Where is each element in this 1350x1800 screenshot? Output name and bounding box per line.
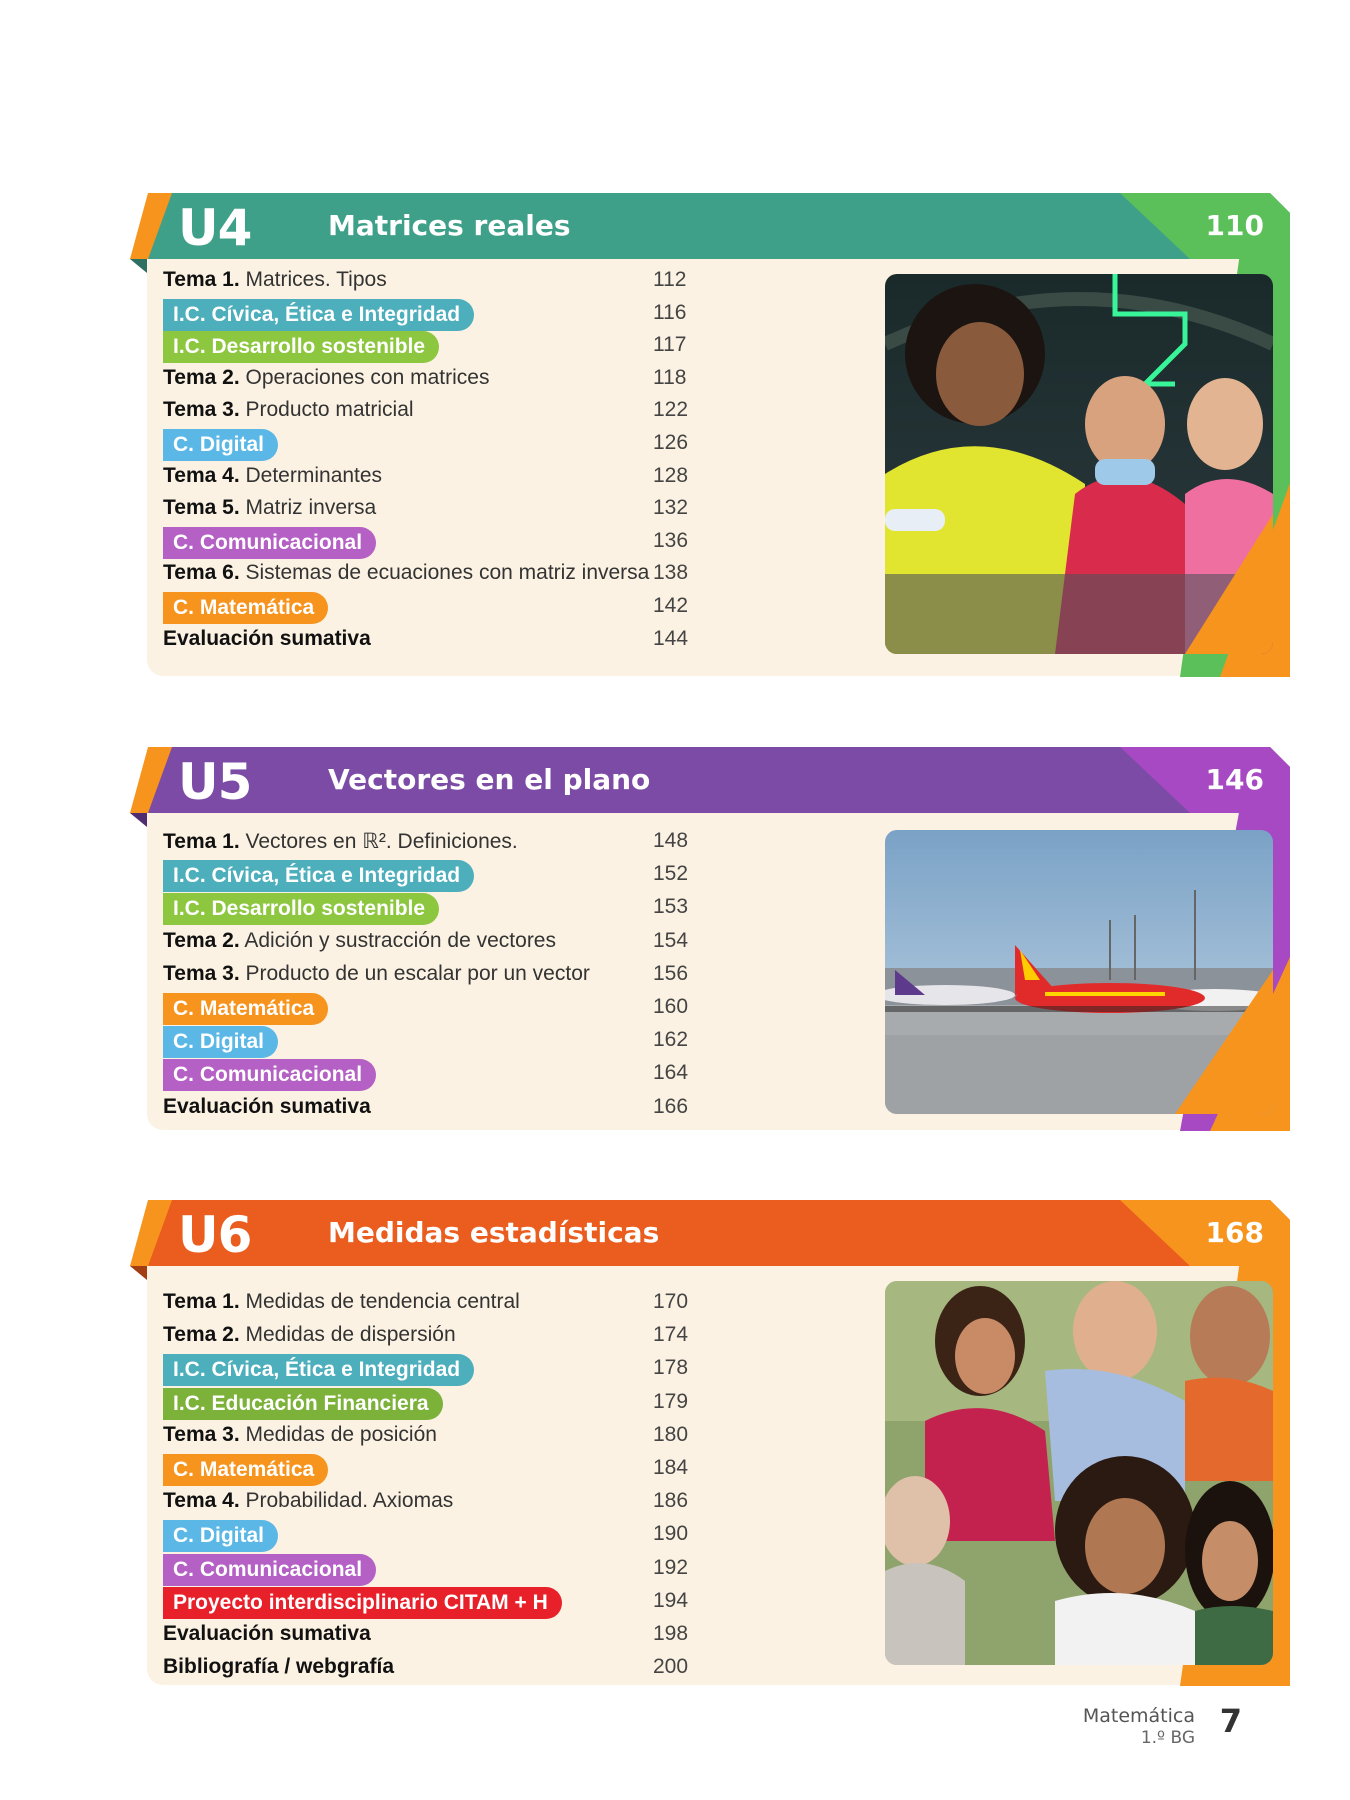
tema-title: Medidas de tendencia central xyxy=(245,1290,520,1313)
tema-title: Vectores en ℝ². Definiciones. xyxy=(245,830,518,853)
tema-entry[interactable] xyxy=(163,929,556,953)
section-pill[interactable]: I.C. Cívica, Ética e Integridad xyxy=(163,299,474,331)
unit-header-banner xyxy=(130,747,1290,827)
page-number: 7 xyxy=(1219,1702,1242,1740)
section-pill[interactable]: C. Matemática xyxy=(163,993,328,1025)
toc-row[interactable] xyxy=(163,331,703,363)
section-pill[interactable]: C. Comunicacional xyxy=(163,1554,376,1586)
toc-page-number: 116 xyxy=(653,300,687,324)
section-pill[interactable]: C. Comunicacional xyxy=(163,527,376,559)
toc-page-number: 192 xyxy=(653,1555,689,1579)
toc-page-number: 132 xyxy=(653,496,689,520)
toc-row[interactable] xyxy=(163,1059,703,1091)
section-pill[interactable]: C. Digital xyxy=(163,1026,278,1058)
unit-code: U4 xyxy=(178,199,252,257)
toc-row[interactable] xyxy=(163,494,703,526)
tema-title: Operaciones con matrices xyxy=(245,365,490,389)
toc-page-number: 142 xyxy=(653,594,689,617)
toc-page-number: 200 xyxy=(653,1655,689,1679)
section-pill[interactable]: C. Matemática xyxy=(163,592,328,624)
tema-title: Matrices. Tipos xyxy=(245,268,387,291)
tema-label: Tema 1. xyxy=(163,268,240,291)
toc-row[interactable] xyxy=(163,1354,703,1386)
toc-page-number: 122 xyxy=(653,398,689,422)
tema-entry[interactable] xyxy=(163,398,414,422)
tema-title: Producto de un escalar por un vector xyxy=(245,961,590,985)
unit-title[interactable]: Matrices reales xyxy=(328,209,571,242)
toc-page-number: 152 xyxy=(653,862,689,886)
tema-title: Matriz inversa xyxy=(245,496,377,520)
toc-row[interactable] xyxy=(163,893,703,925)
section-pill[interactable]: I.C. Cívica, Ética e Integridad xyxy=(163,1354,474,1386)
toc-page-number: 194 xyxy=(653,1588,689,1612)
toc-row[interactable] xyxy=(163,527,703,559)
toc-page-number: 153 xyxy=(653,895,689,919)
toc-row[interactable] xyxy=(163,462,703,494)
toc-row[interactable] xyxy=(163,559,703,591)
tema-label: Tema 6. xyxy=(163,561,240,585)
section-pill[interactable]: I.C. Desarrollo sostenible xyxy=(163,331,439,363)
unit-code: U5 xyxy=(178,753,252,811)
toc-page-number: 170 xyxy=(653,1290,689,1313)
toc-page-number: 117 xyxy=(653,333,687,357)
toc-row[interactable] xyxy=(163,1554,703,1586)
unit-6-section xyxy=(130,1200,1290,1685)
unit-header-banner xyxy=(130,1200,1290,1280)
toc-row[interactable] xyxy=(163,429,703,461)
section-entry[interactable] xyxy=(163,1095,371,1119)
tema-label: Tema 3. xyxy=(163,1422,240,1446)
section-entry[interactable] xyxy=(163,627,371,651)
tema-entry[interactable] xyxy=(163,829,518,854)
unit-header-banner xyxy=(130,193,1290,273)
footer-subject: Matemática xyxy=(1082,1705,1195,1727)
toc-row[interactable] xyxy=(163,1487,703,1519)
unit-4-section xyxy=(130,193,1290,676)
tema-label: Tema 4. xyxy=(163,1489,240,1513)
section-pill[interactable]: C. Digital xyxy=(163,1520,278,1552)
toc-page-number: 179 xyxy=(653,1389,689,1413)
section-title: Evaluación sumativa xyxy=(163,1094,371,1118)
toc-page-number: 144 xyxy=(653,626,689,650)
unit-start-page[interactable]: 146 xyxy=(1205,763,1264,796)
toc-page-number: 138 xyxy=(653,561,689,585)
section-pill[interactable]: I.C. Educación Financiera xyxy=(163,1388,443,1420)
toc-page-number: 164 xyxy=(653,1061,689,1085)
tema-label: Tema 5. xyxy=(163,496,240,520)
toc-row[interactable] xyxy=(163,364,703,396)
toc-row[interactable] xyxy=(163,960,703,992)
section-title: Evaluación sumativa xyxy=(163,626,371,650)
section-pill[interactable]: I.C. Cívica, Ética e Integridad xyxy=(163,860,474,892)
tema-entry[interactable] xyxy=(163,1489,453,1513)
unit-start-page[interactable]: 168 xyxy=(1205,1216,1264,1249)
toc-page-number: 156 xyxy=(653,961,689,985)
toc-row[interactable] xyxy=(163,592,703,624)
toc-page-number: 112 xyxy=(653,268,687,291)
section-pill[interactable]: I.C. Desarrollo sostenible xyxy=(163,893,439,925)
toc-page-number: 148 xyxy=(653,829,689,852)
tema-label: Tema 2. xyxy=(163,365,240,389)
toc-row[interactable] xyxy=(163,1520,703,1552)
toc-page-number: 180 xyxy=(653,1422,689,1446)
tema-entry[interactable] xyxy=(163,1423,437,1447)
tema-label: Tema 1. xyxy=(163,830,240,853)
tema-label: Tema 1. xyxy=(163,1290,240,1313)
unit-5-section xyxy=(130,747,1290,1130)
tema-title: Medidas de posición xyxy=(245,1422,437,1446)
toc-page-number: 154 xyxy=(653,928,689,952)
toc-page-number: 126 xyxy=(653,431,689,454)
toc-row[interactable] xyxy=(163,1454,703,1486)
unit-header xyxy=(130,747,1290,813)
unit-title[interactable]: Vectores en el plano xyxy=(328,763,651,796)
tema-title: Adición y sustracción de vectores xyxy=(244,928,556,952)
toc-page-number: 166 xyxy=(653,1094,689,1118)
unit-header xyxy=(130,1200,1290,1266)
toc-page-number: 160 xyxy=(653,995,689,1018)
tema-label: Tema 3. xyxy=(163,398,240,422)
section-entry[interactable] xyxy=(163,1622,371,1646)
tema-entry[interactable] xyxy=(163,561,649,585)
toc-row[interactable] xyxy=(163,1288,703,1320)
tema-label: Tema 2. xyxy=(163,1323,240,1347)
tema-entry[interactable] xyxy=(163,1323,456,1347)
tema-entry[interactable] xyxy=(163,366,489,390)
toc-page-number: 178 xyxy=(653,1356,689,1380)
toc-row[interactable] xyxy=(163,927,703,959)
tema-entry[interactable] xyxy=(163,962,590,986)
unit-start-page[interactable]: 110 xyxy=(1205,209,1264,242)
tema-title: Medidas de dispersión xyxy=(245,1323,456,1347)
unit-code: U6 xyxy=(178,1206,252,1264)
toc-row[interactable] xyxy=(163,396,703,428)
toc-row[interactable] xyxy=(163,1388,703,1420)
tema-label: Tema 2. xyxy=(163,928,240,952)
tema-title: Probabilidad. Axiomas xyxy=(245,1489,454,1513)
toc-page-number: 198 xyxy=(653,1622,689,1645)
toc-row[interactable] xyxy=(163,993,703,1025)
gamers-photo xyxy=(885,274,1273,654)
toc-row[interactable] xyxy=(163,625,703,657)
section-pill[interactable]: C. Digital xyxy=(163,429,278,461)
section-entry[interactable] xyxy=(163,1655,394,1679)
footer-grade: 1.º BG xyxy=(1140,1728,1195,1748)
tema-title: Producto matricial xyxy=(245,398,414,422)
toc-row[interactable] xyxy=(163,1321,703,1353)
toc-page-number: 136 xyxy=(653,528,689,552)
tema-entry[interactable] xyxy=(163,268,387,292)
tema-title: Determinantes xyxy=(245,463,383,487)
toc-page-number: 186 xyxy=(653,1489,689,1513)
toc-page-number: 190 xyxy=(653,1522,689,1546)
tema-title: Sistemas de ecuaciones con matriz inversa xyxy=(245,561,650,585)
toc-row[interactable] xyxy=(163,827,703,859)
toc-row[interactable] xyxy=(163,299,703,331)
toc-row[interactable] xyxy=(163,1587,703,1619)
toc-page-number: 174 xyxy=(653,1323,689,1347)
toc-page-number: 118 xyxy=(653,365,687,389)
family-photo xyxy=(885,1281,1273,1665)
toc-page-number: 128 xyxy=(653,463,689,487)
tema-entry[interactable] xyxy=(163,464,382,488)
toc-page-number: 162 xyxy=(653,1028,689,1052)
tema-label: Tema 4. xyxy=(163,463,240,487)
tema-label: Tema 3. xyxy=(163,961,240,985)
tema-entry[interactable] xyxy=(163,496,376,520)
tema-entry[interactable] xyxy=(163,1290,520,1314)
unit-title[interactable]: Medidas estadísticas xyxy=(328,1216,660,1249)
toc-row[interactable] xyxy=(163,1093,703,1125)
toc-row[interactable] xyxy=(163,1620,703,1652)
airport-photo xyxy=(885,830,1273,1114)
section-title: Evaluación sumativa xyxy=(163,1622,371,1645)
toc-row[interactable] xyxy=(163,1026,703,1058)
section-pill[interactable]: Proyecto interdisciplinario CITAM + H xyxy=(163,1587,562,1619)
section-pill[interactable]: C. Matemática xyxy=(163,1454,328,1486)
toc-row[interactable] xyxy=(163,1653,703,1685)
section-pill[interactable]: C. Comunicacional xyxy=(163,1059,376,1091)
section-title: Bibliografía / webgrafía xyxy=(163,1655,395,1679)
toc-row[interactable] xyxy=(163,860,703,892)
unit-header xyxy=(130,193,1290,259)
toc-page-number: 184 xyxy=(653,1456,689,1479)
toc-row[interactable] xyxy=(163,1421,703,1453)
toc-row[interactable] xyxy=(163,266,703,298)
